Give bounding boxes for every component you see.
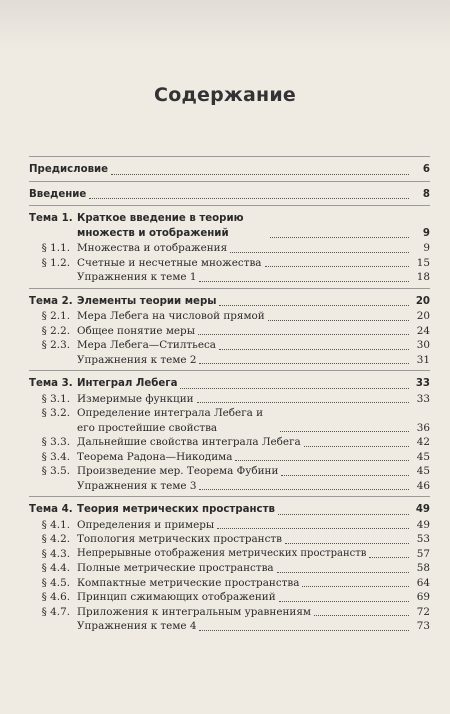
toc-exercises-3[interactable] bbox=[29, 479, 430, 494]
toc-section-3-2[interactable] bbox=[29, 406, 430, 435]
toc-entry-title: Полные метрические пространства bbox=[77, 562, 274, 574]
dot-leader bbox=[235, 459, 409, 461]
dot-leader bbox=[277, 571, 409, 573]
toc-entry-title: Введение bbox=[29, 188, 87, 200]
toc-entry-title: Непрерывные отображения метрических пространств bbox=[77, 547, 367, 559]
section-number: § 4.4. bbox=[41, 562, 70, 574]
toc-entry-title: Теория метрических пространств bbox=[77, 504, 275, 515]
toc-section-1-2[interactable] bbox=[29, 256, 430, 271]
toc-entry-title: Предисловие bbox=[29, 164, 109, 175]
section-number: § 3.2. bbox=[41, 407, 70, 419]
toc-section-4-4[interactable] bbox=[29, 561, 430, 576]
toc-page-number: 36 bbox=[416, 421, 430, 434]
toc-section-4-1[interactable] bbox=[29, 518, 430, 533]
toc-page-number: 18 bbox=[416, 271, 430, 283]
dot-leader bbox=[89, 197, 409, 199]
chapter-number: Тема 2. bbox=[29, 295, 73, 307]
toc-page-number: 69 bbox=[416, 591, 430, 603]
toc-section-4-5[interactable] bbox=[29, 576, 430, 591]
section-number: § 3.1. bbox=[41, 392, 70, 405]
toc-page-number: 53 bbox=[416, 533, 430, 545]
chapter-number: Тема 1. bbox=[29, 213, 73, 224]
toc-entry-title: Произведение мер. Теорема Фубини bbox=[77, 465, 279, 477]
section-number: § 1.2. bbox=[41, 256, 70, 269]
toc-section-3-4[interactable] bbox=[29, 450, 430, 465]
toc-entry-title: Определение интеграла Лебега и его простейшие свойства bbox=[77, 407, 264, 434]
dot-leader bbox=[199, 629, 409, 631]
dot-leader bbox=[180, 387, 409, 389]
section-number: § 4.3. bbox=[41, 547, 70, 560]
toc-entry-title: Общее понятие меры bbox=[77, 324, 195, 337]
dot-leader bbox=[278, 513, 409, 515]
section-number: § 3.3. bbox=[41, 436, 70, 448]
section-number: § 1.1. bbox=[41, 242, 70, 254]
dot-leader bbox=[219, 304, 409, 306]
dot-leader bbox=[197, 401, 409, 403]
toc-entry-title: Теорема Радона—Никодима bbox=[77, 450, 233, 463]
toc-section-1-1[interactable] bbox=[29, 241, 430, 256]
chapter-number: Тема 3. bbox=[29, 378, 73, 389]
toc-page-number: 64 bbox=[416, 576, 430, 589]
dot-leader bbox=[314, 614, 409, 616]
toc-chapter-1[interactable] bbox=[29, 205, 430, 241]
dot-leader bbox=[285, 542, 409, 544]
chapter-number: Тема 4. bbox=[29, 504, 73, 515]
toc-section-4-3[interactable] bbox=[29, 547, 430, 562]
toc-entry-title: Мера Лебега—Стилтьеса bbox=[77, 339, 216, 351]
toc-page-number: 45 bbox=[416, 450, 430, 463]
toc-page-number: 24 bbox=[416, 324, 430, 337]
toc-page-number: 6 bbox=[422, 164, 430, 175]
toc-entry-title: Краткое введение в теорию множеств и отображений bbox=[77, 213, 244, 239]
toc-section-2-3[interactable] bbox=[29, 338, 430, 353]
section-number: § 2.2. bbox=[41, 324, 70, 337]
toc-entry-title: Упражнения к теме 1 bbox=[77, 271, 197, 283]
dot-leader bbox=[265, 265, 410, 267]
toc-entry-title: Приложения к интегральным уравнениям bbox=[77, 605, 311, 618]
table-of-contents bbox=[29, 156, 430, 634]
toc-page-number: 8 bbox=[422, 188, 430, 200]
toc-entry-title: Интеграл Лебега bbox=[77, 378, 178, 389]
dot-leader bbox=[369, 556, 409, 558]
dot-leader bbox=[199, 488, 409, 490]
section-number: § 4.1. bbox=[41, 518, 70, 531]
toc-entry-introduction[interactable] bbox=[29, 181, 430, 203]
page-title: Содержание bbox=[154, 84, 296, 106]
toc-chapter-2[interactable] bbox=[29, 288, 430, 310]
toc-entry-title: Принцип сжимающих отображений bbox=[77, 591, 276, 603]
toc-page-number: 20 bbox=[416, 310, 430, 322]
toc-entry-title: Упражнения к теме 3 bbox=[77, 479, 197, 492]
dot-leader bbox=[199, 280, 409, 282]
toc-entry-title: Упражнения к теме 2 bbox=[77, 353, 197, 366]
toc-page-number: 49 bbox=[416, 518, 430, 531]
dot-leader bbox=[219, 348, 409, 350]
toc-page-number: 20 bbox=[415, 295, 430, 307]
dot-leader bbox=[230, 251, 409, 253]
section-number: § 3.4. bbox=[41, 450, 70, 463]
toc-exercises-1[interactable] bbox=[29, 270, 430, 285]
dot-leader bbox=[281, 474, 409, 476]
dot-leader bbox=[268, 319, 409, 321]
section-number: § 4.6. bbox=[41, 591, 70, 603]
dot-leader bbox=[217, 527, 409, 529]
toc-entry-title: Упражнения к теме 4 bbox=[77, 620, 197, 632]
toc-page-number: 46 bbox=[416, 479, 430, 492]
toc-page-number: 58 bbox=[416, 562, 430, 574]
toc-page-number: 45 bbox=[416, 465, 430, 477]
toc-page-number: 31 bbox=[416, 353, 430, 366]
toc-entry-title: Элементы теории меры bbox=[77, 295, 217, 307]
toc-section-3-1[interactable] bbox=[29, 392, 430, 407]
section-number: § 4.7. bbox=[41, 605, 70, 618]
toc-page-number: 57 bbox=[416, 547, 430, 560]
page-top-shading bbox=[0, 0, 450, 48]
toc-section-2-2[interactable] bbox=[29, 324, 430, 339]
toc-page-number: 9 bbox=[422, 227, 430, 239]
dot-leader bbox=[111, 173, 409, 175]
dot-leader bbox=[302, 585, 409, 587]
toc-entry-title: Дальнейшие свойства интеграла Лебега bbox=[77, 436, 301, 448]
toc-section-3-5[interactable] bbox=[29, 464, 430, 479]
section-number: § 4.2. bbox=[41, 533, 70, 545]
dot-leader bbox=[198, 333, 409, 335]
toc-exercises-2[interactable] bbox=[29, 353, 430, 368]
toc-page-number: 33 bbox=[415, 378, 430, 389]
toc-entry-title: Мера Лебега на числовой прямой bbox=[77, 310, 265, 322]
toc-section-4-7[interactable] bbox=[29, 605, 430, 620]
section-number: § 4.5. bbox=[41, 576, 70, 589]
toc-entry-title: Компактные метрические пространства bbox=[77, 576, 300, 589]
toc-page-number: 30 bbox=[416, 339, 430, 351]
toc-chapter-3[interactable] bbox=[29, 370, 430, 392]
toc-page-number: 42 bbox=[416, 436, 430, 448]
toc-section-4-6[interactable] bbox=[29, 590, 430, 605]
toc-section-4-2[interactable] bbox=[29, 532, 430, 547]
toc-entry-title: Топология метрических пространств bbox=[77, 533, 283, 545]
toc-page-number: 15 bbox=[416, 256, 430, 269]
toc-section-3-3[interactable] bbox=[29, 435, 430, 450]
dot-leader bbox=[304, 445, 409, 447]
dot-leader bbox=[280, 430, 409, 432]
section-number: § 2.3. bbox=[41, 339, 70, 351]
toc-page-number: 9 bbox=[423, 242, 430, 254]
toc-entry-preface[interactable] bbox=[29, 156, 430, 178]
toc-exercises-4[interactable] bbox=[29, 619, 430, 634]
toc-section-2-1[interactable] bbox=[29, 309, 430, 324]
toc-page-number: 49 bbox=[415, 504, 430, 515]
dot-leader bbox=[279, 600, 409, 602]
section-number: § 3.5. bbox=[41, 465, 70, 477]
toc-page-number: 72 bbox=[416, 605, 430, 618]
toc-entry-title: Счетные и несчетные множества bbox=[77, 256, 262, 269]
toc-entry-title: Определения и примеры bbox=[77, 518, 215, 531]
section-number: § 2.1. bbox=[41, 310, 70, 322]
toc-chapter-4[interactable] bbox=[29, 496, 430, 518]
dot-leader bbox=[270, 236, 409, 238]
toc-entry-title: Множества и отображения bbox=[77, 242, 228, 254]
toc-entry-title: Измеримые функции bbox=[77, 392, 194, 405]
toc-page-number: 73 bbox=[416, 620, 430, 632]
dot-leader bbox=[199, 362, 409, 364]
toc-page-number: 33 bbox=[416, 392, 430, 405]
